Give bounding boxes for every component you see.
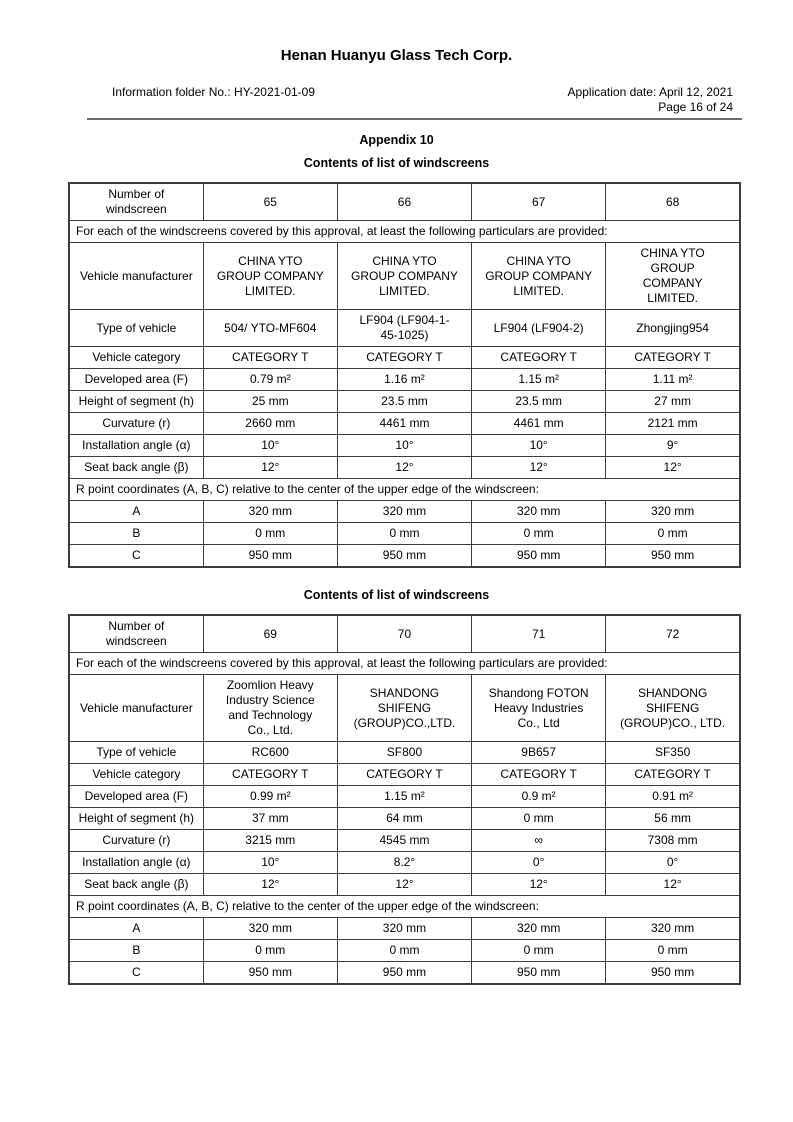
cell-value: 0° bbox=[606, 852, 740, 874]
row-label: Height of segment (h) bbox=[69, 391, 203, 413]
windscreen-number: 68 bbox=[606, 183, 740, 221]
table-row-curvature bbox=[69, 830, 740, 852]
cell-value: SF350 bbox=[606, 742, 740, 764]
appendix-title: Appendix 10 bbox=[359, 133, 434, 147]
windscreen-table-1 bbox=[68, 182, 741, 568]
cell-value: 2121 mm bbox=[606, 413, 740, 435]
cell-value: 7308 mm bbox=[606, 830, 740, 852]
cell-value: 27 mm bbox=[606, 391, 740, 413]
windscreen-number: 72 bbox=[606, 615, 740, 653]
cell-value: 320 mm bbox=[203, 918, 337, 940]
table-row-rpoint-note bbox=[69, 479, 740, 501]
cell-value: 0 mm bbox=[337, 523, 471, 545]
page-header bbox=[112, 85, 733, 115]
table-row-seat-back-angle bbox=[69, 457, 740, 479]
cell-value: 9B657 bbox=[472, 742, 606, 764]
cell-value: 23.5 mm bbox=[472, 391, 606, 413]
application-date: Application date: April 12, 2021 bbox=[567, 85, 733, 99]
info-folder-number: Information folder No.: HY-2021-01-09 bbox=[112, 85, 316, 99]
row-label: Seat back angle (β) bbox=[69, 457, 203, 479]
cell-value: 950 mm bbox=[337, 545, 471, 568]
cell-value: 10° bbox=[203, 852, 337, 874]
cell-value: CATEGORY T bbox=[337, 347, 471, 369]
cell-value: 2660 mm bbox=[203, 413, 337, 435]
cell-value: 56 mm bbox=[606, 808, 740, 830]
cell-value: 12° bbox=[606, 874, 740, 896]
windscreen-number: 69 bbox=[203, 615, 337, 653]
cell-value: 0 mm bbox=[337, 940, 471, 962]
cell-value: 320 mm bbox=[606, 501, 740, 523]
cell-value: 0 mm bbox=[472, 808, 606, 830]
cell-value: 12° bbox=[203, 874, 337, 896]
row-label: A bbox=[69, 501, 203, 523]
cell-value: 12° bbox=[606, 457, 740, 479]
table-row-seat-back-angle bbox=[69, 874, 740, 896]
cell-value: 0 mm bbox=[203, 523, 337, 545]
cell-value: 0 mm bbox=[606, 523, 740, 545]
cell-value: 8.2° bbox=[337, 852, 471, 874]
cell-value: 320 mm bbox=[606, 918, 740, 940]
cell-value: CATEGORY T bbox=[472, 347, 606, 369]
table-1-title: Contents of list of windscreens bbox=[303, 156, 490, 170]
cell-value: CHINA YTO GROUP COMPANY LIMITED. bbox=[337, 243, 471, 310]
cell-value: 320 mm bbox=[472, 501, 606, 523]
cell-value: Zoomlion Heavy Industry Science and Technology Co., Ltd. bbox=[203, 675, 337, 742]
cell-value: 1.11 m² bbox=[606, 369, 740, 391]
cell-value: 4461 mm bbox=[472, 413, 606, 435]
row-label: C bbox=[69, 962, 203, 985]
cell-value: 0 mm bbox=[203, 940, 337, 962]
row-label: B bbox=[69, 523, 203, 545]
windscreen-number: 70 bbox=[337, 615, 471, 653]
cell-value: 950 mm bbox=[337, 962, 471, 985]
cell-value: 12° bbox=[337, 874, 471, 896]
cell-value: CATEGORY T bbox=[203, 764, 337, 786]
cell-value: 64 mm bbox=[337, 808, 471, 830]
cell-value: 0.9 m² bbox=[472, 786, 606, 808]
row-label: Height of segment (h) bbox=[69, 808, 203, 830]
row-label: Curvature (r) bbox=[69, 830, 203, 852]
table-row-developed-area bbox=[69, 786, 740, 808]
cell-value: CHINA YTO GROUP COMPANY LIMITED. bbox=[472, 243, 606, 310]
windscreen-number: 66 bbox=[337, 183, 471, 221]
cell-value: CATEGORY T bbox=[472, 764, 606, 786]
cell-value: 10° bbox=[472, 435, 606, 457]
row-label: A bbox=[69, 918, 203, 940]
table-row-developed-area bbox=[69, 369, 740, 391]
table-row-coord-c bbox=[69, 545, 740, 568]
row-label: Developed area (F) bbox=[69, 369, 203, 391]
cell-value: CATEGORY T bbox=[606, 764, 740, 786]
table-row-segment-height bbox=[69, 808, 740, 830]
cell-value: 12° bbox=[472, 457, 606, 479]
cell-value: 1.16 m² bbox=[337, 369, 471, 391]
row-label: Vehicle category bbox=[69, 347, 203, 369]
cell-value: 37 mm bbox=[203, 808, 337, 830]
row-label: Curvature (r) bbox=[69, 413, 203, 435]
cell-value: Shandong FOTON Heavy Industries Co., Ltd bbox=[472, 675, 606, 742]
cell-value: 1.15 m² bbox=[337, 786, 471, 808]
cell-value: 0 mm bbox=[472, 940, 606, 962]
cell-value: 950 mm bbox=[203, 545, 337, 568]
row-label: Type of vehicle bbox=[69, 742, 203, 764]
cell-value: 0 mm bbox=[472, 523, 606, 545]
cell-value: 1.15 m² bbox=[472, 369, 606, 391]
cell-value: 0.99 m² bbox=[203, 786, 337, 808]
cell-value: Zhongjing954 bbox=[606, 310, 740, 347]
windscreen-number: 65 bbox=[203, 183, 337, 221]
cell-value: LF904 (LF904-2) bbox=[472, 310, 606, 347]
row-label: B bbox=[69, 940, 203, 962]
r-point-note: R point coordinates (A, B, C) relative to the center of the upper edge of the windscreen: bbox=[69, 479, 740, 501]
table-row-coverage-note bbox=[69, 221, 740, 243]
table-row-manufacturer bbox=[69, 243, 740, 310]
windscreen-table-2 bbox=[68, 614, 741, 985]
table-row-coord-c bbox=[69, 962, 740, 985]
cell-value: CATEGORY T bbox=[606, 347, 740, 369]
cell-value: 12° bbox=[337, 457, 471, 479]
r-point-note: R point coordinates (A, B, C) relative to the center of the upper edge of the windscreen: bbox=[69, 896, 740, 918]
table-row-vehicle-type bbox=[69, 310, 740, 347]
cell-value: 12° bbox=[203, 457, 337, 479]
cell-value: CHINA YTO GROUP COMPANY LIMITED. bbox=[203, 243, 337, 310]
table-row-coord-a bbox=[69, 918, 740, 940]
table-row-segment-height bbox=[69, 391, 740, 413]
cell-value: 950 mm bbox=[606, 545, 740, 568]
table-row-coord-b bbox=[69, 523, 740, 545]
row-label: Type of vehicle bbox=[69, 310, 203, 347]
table-row-installation-angle bbox=[69, 435, 740, 457]
windscreen-number: 71 bbox=[472, 615, 606, 653]
cell-value: SHANDONG SHIFENG (GROUP)CO.,LTD. bbox=[337, 675, 471, 742]
coverage-note: For each of the windscreens covered by this approval, at least the following particulars are provided: bbox=[69, 653, 740, 675]
table-row-rpoint-note bbox=[69, 896, 740, 918]
company-name: Henan Huanyu Glass Tech Corp. bbox=[280, 47, 513, 64]
table-row-curvature bbox=[69, 413, 740, 435]
table-row-installation-angle bbox=[69, 852, 740, 874]
row-label: Vehicle category bbox=[69, 764, 203, 786]
header-right-block bbox=[568, 85, 733, 115]
cell-value: 950 mm bbox=[472, 962, 606, 985]
cell-value: 320 mm bbox=[337, 501, 471, 523]
cell-value: SHANDONG SHIFENG (GROUP)CO., LTD. bbox=[606, 675, 740, 742]
row-label: Number of windscreen bbox=[69, 615, 203, 653]
table-row-vehicle-category bbox=[69, 764, 740, 786]
table-row-coord-b bbox=[69, 940, 740, 962]
cell-value: LF904 (LF904-1-45-1025) bbox=[337, 310, 471, 347]
cell-value: 10° bbox=[337, 435, 471, 457]
header-divider bbox=[87, 118, 742, 120]
cell-value: 3215 mm bbox=[203, 830, 337, 852]
cell-value: CATEGORY T bbox=[203, 347, 337, 369]
cell-value: 504/ YTO-MF604 bbox=[203, 310, 337, 347]
cell-value: 4461 mm bbox=[337, 413, 471, 435]
row-label: Seat back angle (β) bbox=[69, 874, 203, 896]
cell-value: 0 mm bbox=[606, 940, 740, 962]
cell-value: 10° bbox=[203, 435, 337, 457]
table-row-vehicle-type bbox=[69, 742, 740, 764]
table-row-coord-a bbox=[69, 501, 740, 523]
table-row-number bbox=[69, 615, 740, 653]
cell-value: 23.5 mm bbox=[337, 391, 471, 413]
table-2-title: Contents of list of windscreens bbox=[303, 588, 490, 602]
cell-value: ∞ bbox=[472, 830, 606, 852]
row-label: Vehicle manufacturer bbox=[69, 675, 203, 742]
row-label: Installation angle (α) bbox=[69, 435, 203, 457]
cell-value: RC600 bbox=[203, 742, 337, 764]
cell-value: CHINA YTO GROUP COMPANY LIMITED. bbox=[606, 243, 740, 310]
table-row-manufacturer bbox=[69, 675, 740, 742]
coverage-note: For each of the windscreens covered by this approval, at least the following particulars are provided: bbox=[69, 221, 740, 243]
row-label: Vehicle manufacturer bbox=[69, 243, 203, 310]
cell-value: 950 mm bbox=[203, 962, 337, 985]
row-label: Number of windscreen bbox=[69, 183, 203, 221]
cell-value: CATEGORY T bbox=[337, 764, 471, 786]
cell-value: 950 mm bbox=[472, 545, 606, 568]
row-label: Installation angle (α) bbox=[69, 852, 203, 874]
windscreen-number: 67 bbox=[472, 183, 606, 221]
cell-value: 25 mm bbox=[203, 391, 337, 413]
table-row-number bbox=[69, 183, 740, 221]
page-number: Page 16 of 24 bbox=[658, 100, 733, 114]
cell-value: 320 mm bbox=[472, 918, 606, 940]
cell-value: 950 mm bbox=[606, 962, 740, 985]
cell-value: SF800 bbox=[337, 742, 471, 764]
cell-value: 12° bbox=[472, 874, 606, 896]
row-label: C bbox=[69, 545, 203, 568]
cell-value: 0° bbox=[472, 852, 606, 874]
cell-value: 0.79 m² bbox=[203, 369, 337, 391]
cell-value: 320 mm bbox=[337, 918, 471, 940]
table-row-vehicle-category bbox=[69, 347, 740, 369]
cell-value: 320 mm bbox=[203, 501, 337, 523]
cell-value: 4545 mm bbox=[337, 830, 471, 852]
cell-value: 9° bbox=[606, 435, 740, 457]
table-row-coverage-note bbox=[69, 653, 740, 675]
cell-value: 0.91 m² bbox=[606, 786, 740, 808]
row-label: Developed area (F) bbox=[69, 786, 203, 808]
